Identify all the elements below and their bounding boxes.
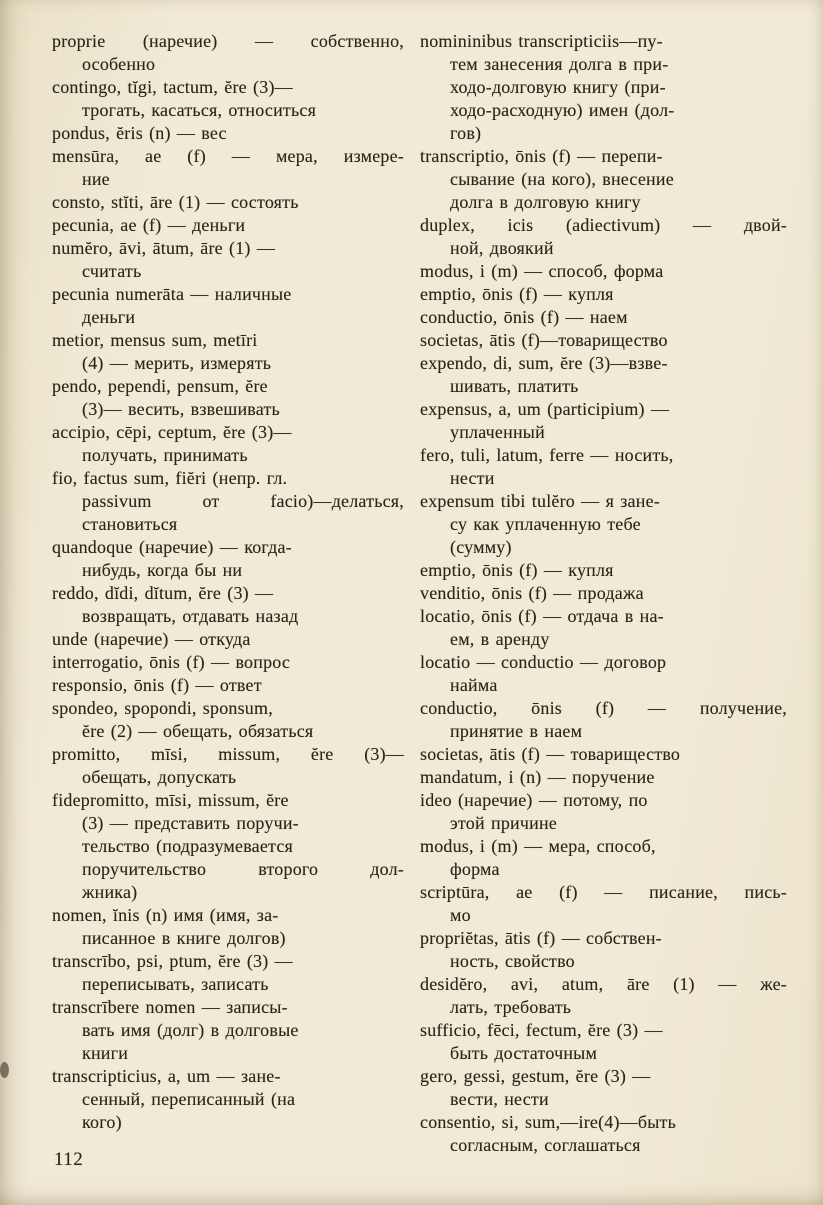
dictionary-entry [52, 1065, 404, 1134]
entry-line: societas, ātis (f) — товарищество [420, 744, 681, 764]
entry-line: societas, ātis (f)—товарищество [420, 330, 668, 350]
dictionary-entry [420, 398, 787, 444]
entry-line: поручительство второго дол- [82, 859, 404, 879]
entry-line: responsio, ōnis (f) — ответ [52, 675, 262, 695]
dictionary-entry [52, 651, 404, 674]
entry-line: nomen, ĭnis (n) имя (имя, за- [52, 905, 279, 925]
dictionary-entry [420, 743, 787, 766]
entry-line: книги [82, 1043, 129, 1063]
dictionary-entry [52, 674, 404, 697]
entry-line: transcrībo, psi, ptum, ĕre (3) — [52, 951, 293, 971]
entry-line: locatio, ōnis (f) — отдача в на- [420, 606, 664, 626]
dictionary-entry [420, 973, 787, 1019]
entry-line: кого) [82, 1112, 122, 1132]
dictionary-entry [52, 122, 404, 145]
entry-line: ĕre (2) — обещать, обязаться [82, 721, 314, 741]
entry-line: долга в долговую книгу [450, 192, 641, 212]
entry-line: numĕro, āvi, ātum, āre (1) — [52, 238, 276, 258]
entry-line: fio, factus sum, fiĕri (непр. гл. [52, 468, 288, 488]
dictionary-entry [420, 329, 787, 352]
entry-line: mandatum, i (n) — поручение [420, 767, 655, 787]
dictionary-entry [52, 76, 404, 122]
entry-line: ходо-долговую книгу (при- [450, 77, 666, 97]
entry-line: duplex, icis (adiectivum) — двой- [420, 215, 787, 235]
entry-line: сенный, переписанный (на [82, 1089, 296, 1109]
entry-line: fidepromitto, mīsi, missum, ĕre [52, 790, 289, 810]
entry-line: вести, нести [450, 1089, 549, 1109]
dictionary-entry [420, 835, 787, 881]
two-column-text [52, 30, 795, 1157]
entry-line: pecunia numerāta — наличные [52, 284, 292, 304]
entry-line: гов) [450, 123, 482, 143]
scan-edge-mark [0, 1062, 9, 1078]
dictionary-entry [52, 996, 404, 1065]
entry-line: promitto, mīsi, missum, ĕre (3)— [52, 744, 404, 764]
entry-line: consentio, si, sum,—ire(4)—быть [420, 1112, 676, 1132]
entry-line: venditio, ōnis (f) — продажа [420, 583, 644, 603]
entry-line: писанное в книге долгов) [82, 928, 286, 948]
entry-line: transcriptio, ōnis (f) — перепи- [420, 146, 663, 166]
entry-line: propriĕtas, ātis (f) — собствен- [420, 928, 662, 948]
entry-line: ность, свойство [450, 951, 575, 971]
entry-line: нести [450, 468, 495, 488]
entry-line: су как уплаченную тебе [450, 514, 641, 534]
dictionary-entry [52, 743, 404, 789]
dictionary-entry [52, 536, 404, 582]
entry-line: sufficio, fēci, fectum, ĕre (3) — [420, 1020, 663, 1040]
page-number: 112 [54, 1149, 84, 1170]
entry-line: expensus, a, um (participium) — [420, 399, 670, 419]
entry-line: быть достаточным [450, 1043, 598, 1063]
dictionary-entry [420, 306, 787, 329]
entry-line: expendo, di, sum, ĕre (3)—взве- [420, 353, 668, 373]
dictionary-entry [52, 214, 404, 237]
entry-line: accipio, cēpi, ceptum, ĕre (3)— [52, 422, 292, 442]
dictionary-entry [420, 260, 787, 283]
dictionary-entry [52, 789, 404, 904]
entry-line: трогать, касаться, относиться [82, 100, 317, 120]
dictionary-entry [52, 329, 404, 375]
dictionary-entry [52, 283, 404, 329]
entry-line: принятие в наем [450, 721, 583, 741]
entry-line: ideo (наречие) — потому, по [420, 790, 648, 810]
entry-line: возвращать, отдавать назад [82, 606, 299, 626]
entry-line: conductio, ōnis (f) — наем [420, 307, 628, 327]
entry-line: (сумму) [450, 537, 512, 557]
entry-line: сывание (на кого), внесение [450, 169, 674, 189]
dictionary-entry [420, 927, 787, 973]
entry-line: мо [450, 905, 471, 925]
entry-line: proprie (наречие) — собственно, [52, 31, 404, 51]
dictionary-entry [420, 352, 787, 398]
entry-line: ной, двоякий [450, 238, 554, 258]
dictionary-entry [52, 628, 404, 651]
entry-line: transcripticius, a, um — зане- [52, 1066, 281, 1086]
right-column [420, 30, 787, 1157]
dictionary-entry [52, 421, 404, 467]
dictionary-entry [420, 145, 787, 214]
entry-line: unde (наречие) — откуда [52, 629, 251, 649]
entry-line: ходо-расходную) имен (дол- [450, 100, 675, 120]
entry-line: reddo, dĭdi, dĭtum, ĕre (3) — [52, 583, 274, 603]
dictionary-entry [52, 904, 404, 950]
dictionary-entry [52, 582, 404, 628]
entry-line: emptio, ōnis (f) — купля [420, 284, 614, 304]
entry-line: вать имя (долг) в долговые [82, 1020, 299, 1040]
entry-line: pendo, pependi, pensum, ĕre [52, 376, 268, 396]
entry-line: scriptūra, ae (f) — писание, пись- [420, 882, 787, 902]
left-column [52, 30, 404, 1157]
dictionary-entry [420, 789, 787, 835]
entry-line: quandoque (наречие) — когда- [52, 537, 292, 557]
dictionary-entry [420, 214, 787, 260]
dictionary-entry [420, 1065, 787, 1111]
entry-line: форма [450, 859, 500, 879]
dictionary-entry [420, 1111, 787, 1157]
entry-line: expensum tibi tulĕro — я зане- [420, 491, 660, 511]
dictionary-entry [52, 375, 404, 421]
entry-line: уплаченный [450, 422, 545, 442]
entry-line: modus, i (m) — способ, форма [420, 261, 664, 281]
entry-line: desidĕro, avi, atum, āre (1) — же- [420, 974, 787, 994]
entry-line: деньги [82, 307, 136, 327]
entry-line: переписывать, записать [82, 974, 269, 994]
entry-line: interrogatio, ōnis (f) — вопрос [52, 652, 291, 672]
dictionary-entry [52, 145, 404, 191]
dictionary-entry [52, 191, 404, 214]
entry-line: жника) [82, 882, 138, 902]
entry-line: нибудь, когда бы ни [82, 560, 243, 580]
dictionary-entry [420, 444, 787, 490]
entry-line: ем, в аренду [450, 629, 550, 649]
entry-line: согласным, соглашаться [450, 1135, 641, 1155]
dictionary-entry [420, 582, 787, 605]
dictionary-entry [420, 651, 787, 697]
dictionary-entry [52, 697, 404, 743]
entry-line: (3) — представить поручи- [82, 813, 299, 833]
entry-line: fero, tuli, latum, ferre — носить, [420, 445, 674, 465]
entry-line: gero, gessi, gestum, ĕre (3) — [420, 1066, 651, 1086]
entry-line: emptio, ōnis (f) — купля [420, 560, 614, 580]
dictionary-entry [52, 950, 404, 996]
entry-line: spondeo, spopondi, sponsum, [52, 698, 273, 718]
entry-line: особенно [82, 54, 156, 74]
entry-line: найма [450, 675, 498, 695]
dictionary-entry [420, 766, 787, 789]
entry-line: modus, i (m) — мера, способ, [420, 836, 656, 856]
dictionary-entry [420, 605, 787, 651]
dictionary-entry [420, 490, 787, 559]
entry-line: получать, принимать [82, 445, 248, 465]
entry-line: nomininibus transcripticiis—пу- [420, 31, 663, 51]
entry-line: pondus, ĕris (n) — вес [52, 123, 227, 143]
dictionary-entry [52, 30, 404, 76]
entry-line: locatio — conductio — договор [420, 652, 667, 672]
dictionary-entry [420, 697, 787, 743]
dictionary-entry [52, 467, 404, 536]
dictionary-entry [420, 881, 787, 927]
entry-line: passivum от facio)—делаться, [82, 491, 404, 511]
entry-line: pecunia, ae (f) — деньги [52, 215, 246, 235]
dictionary-entry [420, 559, 787, 582]
entry-line: metior, mensus sum, metīri [52, 330, 258, 350]
entry-line: (3)— весить, взвешивать [82, 399, 280, 419]
dictionary-entry [420, 1019, 787, 1065]
entry-line: (4) — мерить, измерять [82, 353, 272, 373]
dictionary-entry [420, 283, 787, 306]
entry-line: тем занесения долга в при- [450, 54, 669, 74]
entry-line: этой причине [450, 813, 557, 833]
dictionary-entry [52, 237, 404, 283]
entry-line: считать [82, 261, 142, 281]
entry-line: mensūra, ae (f) — мера, измере- [52, 146, 404, 166]
entry-line: ние [82, 169, 110, 189]
entry-line: лать, требовать [450, 997, 572, 1017]
entry-line: шивать, платить [450, 376, 579, 396]
entry-line: становиться [82, 514, 178, 534]
dictionary-entry [420, 30, 787, 145]
entry-line: обещать, допускать [82, 767, 237, 787]
entry-line: transcrībere nomen — записы- [52, 997, 288, 1017]
entry-line: contingo, tĭgi, tactum, ĕre (3)— [52, 77, 293, 97]
entry-line: consto, stĭti, āre (1) — состоять [52, 192, 299, 212]
entry-line: тельство (подразумевается [82, 836, 294, 856]
entry-line: conductio, ōnis (f) — получение, [420, 698, 787, 718]
